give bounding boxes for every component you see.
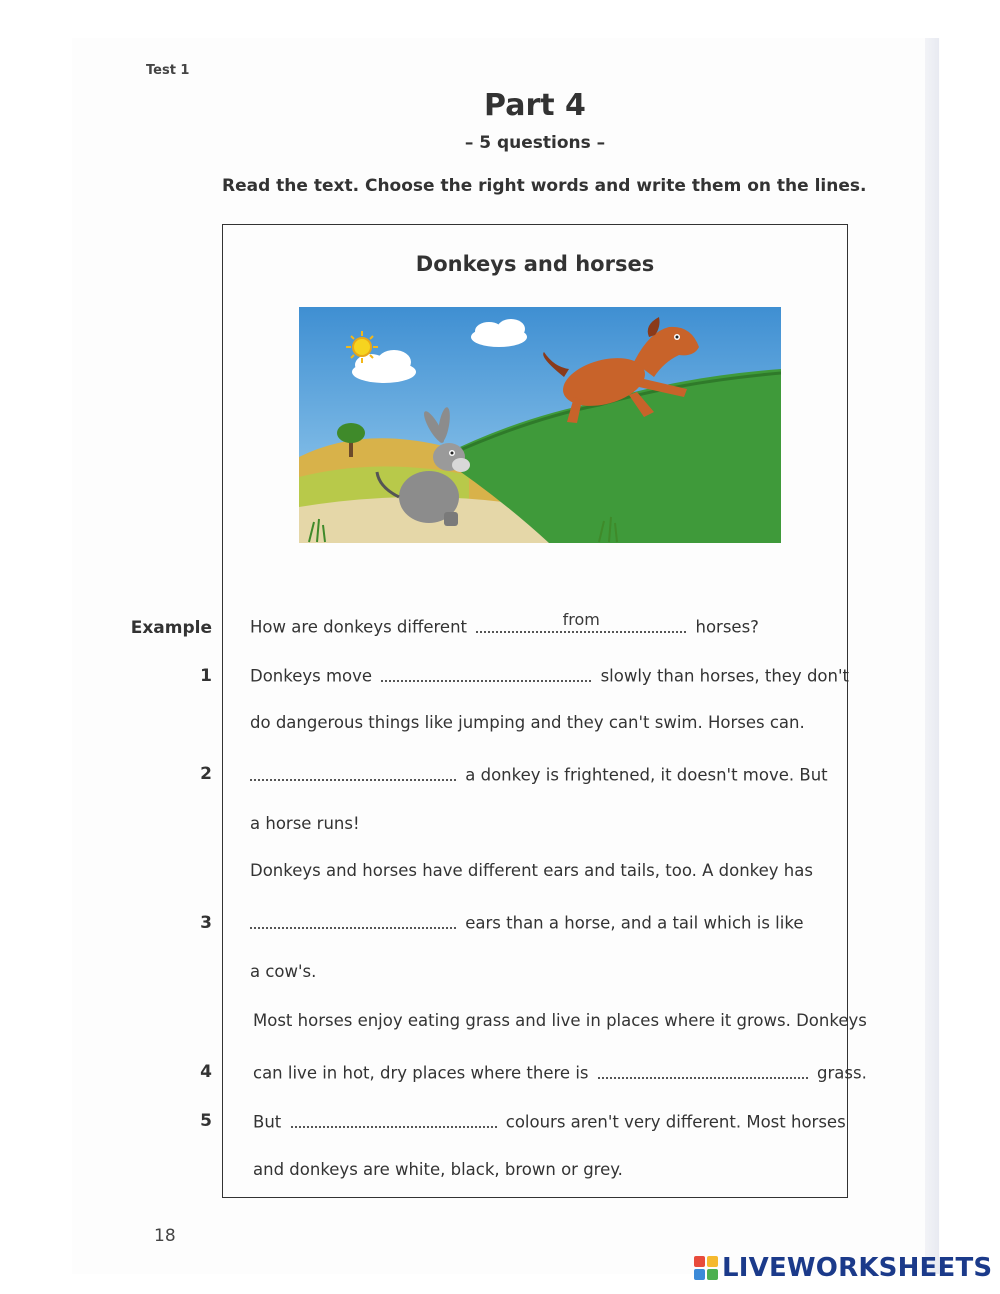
text-line: a cow's. — [250, 962, 317, 981]
question-number: 5 — [200, 1111, 212, 1131]
text-line: a horse runs! — [250, 814, 360, 833]
part-title: Part 4 — [484, 88, 586, 123]
text-line: do dangerous things like jumping and they can't swim. Horses can. — [250, 713, 805, 732]
instruction: Read the text. Choose the right words and write them on the lines. — [222, 176, 867, 196]
example-answer-blank — [476, 609, 686, 633]
answer-blank-3[interactable] — [250, 910, 456, 929]
question-number: 3 — [200, 913, 212, 933]
example-text-after: horses? — [695, 617, 759, 637]
question-3-after: ears than a horse, and a tail which is like — [465, 913, 804, 933]
page-number: 18 — [154, 1226, 176, 1246]
test-label: Test 1 — [146, 63, 190, 78]
box-title: Donkeys and horses — [415, 252, 655, 276]
example-label: Example — [130, 618, 212, 638]
question-1-line — [250, 663, 849, 686]
part-subtitle: – 5 questions – — [464, 133, 606, 153]
example-answer: from — [562, 609, 600, 629]
question-5-after: colours aren't very different. Most horses — [505, 1112, 846, 1132]
brand-text: LIVEWORKSHEETS — [722, 1253, 993, 1283]
liveworksheets-brand[interactable] — [694, 1253, 992, 1283]
text-line: and donkeys are white, black, brown or grey. — [253, 1160, 623, 1179]
question-4-before: can live in hot, dry places where there is — [253, 1063, 589, 1083]
question-number: 4 — [200, 1062, 212, 1082]
donkey-horse-illustration — [299, 307, 781, 543]
question-number: 2 — [200, 764, 212, 784]
question-2-after: a donkey is frightened, it doesn't move. But — [465, 765, 828, 785]
text-line: Donkeys and horses have different ears and tails, too. A donkey has — [250, 861, 813, 880]
question-4-line — [253, 1060, 867, 1083]
answer-blank-2[interactable] — [250, 762, 456, 781]
question-2-line — [250, 762, 828, 785]
example-line — [250, 609, 759, 637]
example-text-before: How are donkeys different — [250, 617, 467, 637]
page-edge — [925, 38, 939, 1274]
question-3-line — [250, 910, 803, 933]
answer-blank-4[interactable] — [598, 1060, 808, 1079]
question-1-after: slowly than horses, they don't — [600, 666, 849, 686]
question-5-line — [253, 1109, 846, 1132]
question-5-before: But — [253, 1112, 282, 1132]
question-number: 1 — [200, 666, 212, 686]
answer-blank-1[interactable] — [381, 663, 591, 682]
text-line: Most horses enjoy eating grass and live in places where it grows. Donkeys — [253, 1011, 867, 1030]
liveworksheets-logo-icon — [694, 1256, 718, 1280]
question-4-after: grass. — [817, 1063, 867, 1083]
question-1-before: Donkeys move — [250, 666, 373, 686]
answer-blank-5[interactable] — [291, 1109, 497, 1128]
